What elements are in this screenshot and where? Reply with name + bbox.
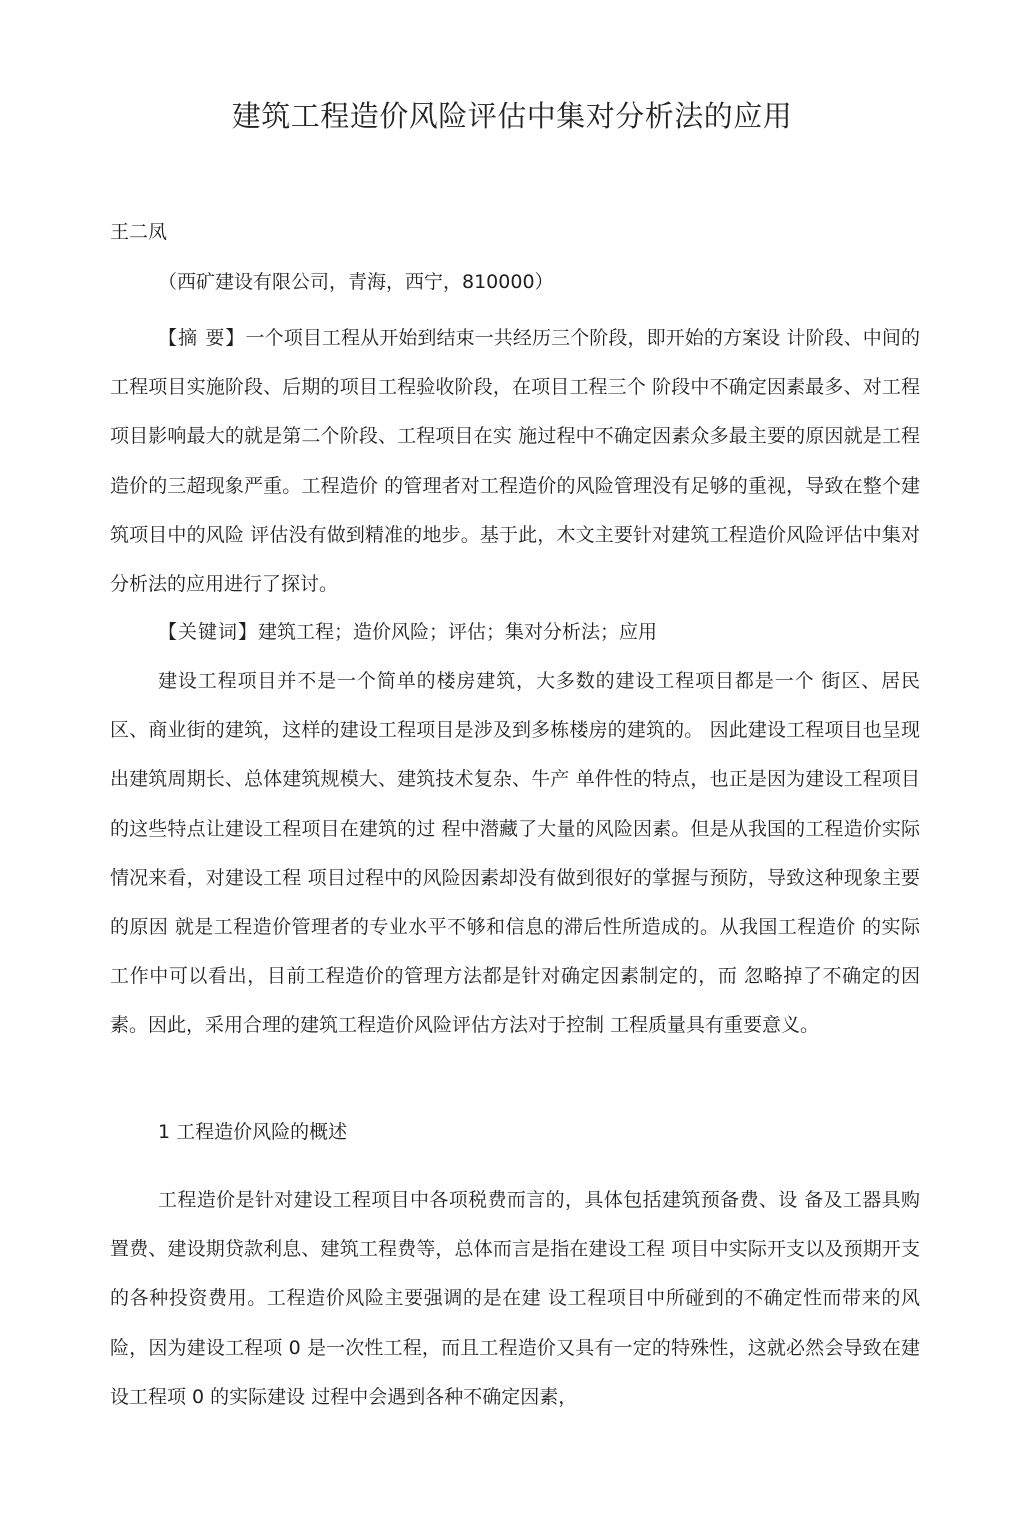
section-1-paragraph: 工程造价是针对建设工程项目中各项税费而言的，具体包括建筑预备费、设 备及工器具购置费、建设期贷款利息、建筑工程费等，总体而言是指在建设工程 项目中实际开支以及预期开支的各种投资费用。工程造价风险主要强调的是在建 设工程项目中所碰到的不确定性而带来的风险，因为建设工程项 0 是一次性工程，而且工程造价又具有一定的特殊性，这就必然会导致在建设工程项 0 的实际建设 过程中会遇到各种不确定因素，: [110, 1189, 920, 1408]
section-1-heading: 1 工程造价风险的概述: [158, 1121, 348, 1143]
abstract-label: 【摘 要】: [158, 327, 246, 349]
keywords-paragraph: [110, 608, 920, 657]
paper-title: 建筑工程造价风险评估中集对分析法的应用: [231, 99, 793, 133]
intro-paragraph: 建设工程项目并不是一个简单的楼房建筑，大多数的建设工程项目都是一个 街区、居民区、商业街的建筑，这样的建设工程项目是涉及到多栋楼房的建筑的。 因此建设工程项目也呈现出建筑周期长、总体建筑规模大、建筑技术复杂、牛产 单件性的特点，也正是因为建设工程项目的这些特点让建设工程项目在建筑的过 程中潜藏了大量的风险因素。但是从我国的工程造价实际情况来看，对建设工程 项目过程中的风险因素却没有做到很好的掌握与预防，导致这种现象主要的原因 就是工程造价管理者的专业水平不够和信息的滞后性所造成的。从我国工程造价 的实际工作中可以看出，目前工程造价的管理方法都是针对确定因素制定的，而 忽略掉了不确定的因素。因此，采用合理的建筑工程造价风险评估方法对于控制 工程质量具有重要意义。: [110, 670, 920, 1037]
author-affiliation: （西矿建设有限公司，青海，西宁，810000）: [158, 271, 554, 293]
abstract-paragraph: [110, 314, 920, 609]
keywords-label: 【关键词】: [158, 621, 259, 643]
abstract-text: 一个项目工程从开始到结束一共经历三个阶段，即开始的方案设 计阶段、中间的工程项目实施阶段、后期的项目工程验收阶段，在项目工程三个 阶段中不确定因素最多、对工程项目影响最大的就是第二个阶段、工程项目在实 施过程中不确定因素众多最主要的原因就是工程造价的三超现象严重。工程造价 的管理者对工程造价的风险管理没有足够的重视，导致在整个建筑项目中的风险 评估没有做到精准的地步。基于此，木文主要针对建筑工程造价风险评估中集对 分析法的应用进行了探讨。: [110, 327, 920, 596]
author-name: 王二凤: [110, 221, 168, 243]
keywords-text: 建筑工程；造价风险；评估；集对分析法；应用: [258, 621, 658, 643]
